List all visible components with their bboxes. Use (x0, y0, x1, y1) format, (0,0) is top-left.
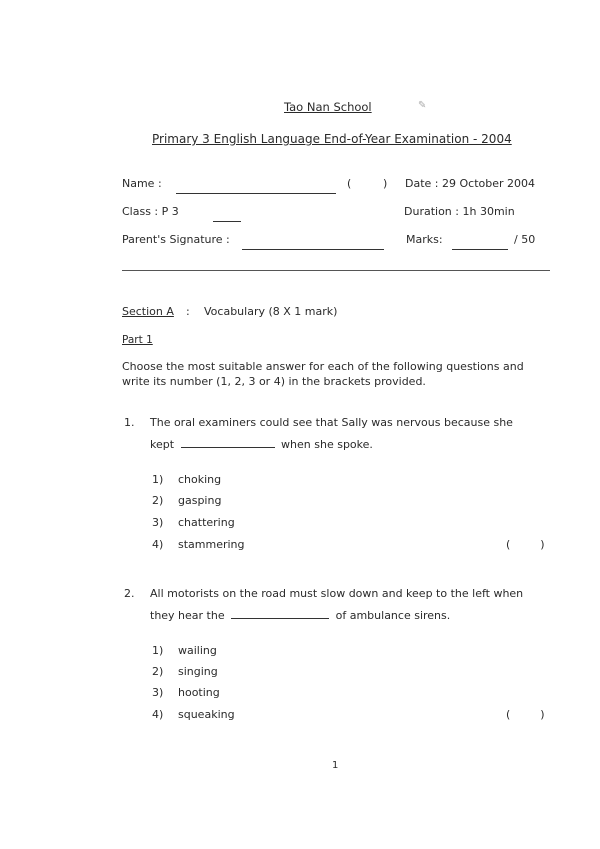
question-1-line-1: The oral examiners could see that Sally was nervous because she (150, 416, 513, 429)
header-divider (122, 270, 550, 271)
exam-title: Primary 3 English Language End-of-Year Examination - 2004 (152, 132, 512, 146)
q1-option-4-number: 4) (152, 538, 164, 551)
question-1-stem-end: when she spoke. (281, 438, 373, 451)
q2-option-3-number: 3) (152, 686, 164, 699)
q2-option-4-text: squeaking (178, 708, 235, 721)
marks-total: / 50 (514, 233, 536, 246)
class-label: Class : P 3 (122, 205, 179, 218)
signature-label: Parent's Signature : (122, 233, 230, 246)
q1-option-3-text: chattering (178, 516, 235, 529)
question-2-stem-start: they hear the (150, 609, 225, 622)
marks-label: Marks: (406, 233, 443, 246)
question-1-blank (181, 438, 275, 448)
question-2-stem-end: of ambulance sirens. (335, 609, 451, 622)
index-bracket-open: ( (347, 177, 352, 190)
exam-date: Date : 29 October 2004 (405, 177, 535, 190)
exam-duration: Duration : 1h 30min (404, 205, 515, 218)
q2-option-1-text: wailing (178, 644, 217, 657)
q2-option-2-text: singing (178, 665, 218, 678)
q2-answer-bracket[interactable]: ( ) (506, 708, 545, 721)
q1-answer-bracket[interactable]: ( ) (506, 538, 545, 551)
name-field[interactable] (176, 179, 336, 198)
section-title: Vocabulary (8 X 1 mark) (204, 305, 338, 318)
question-2-line-2 (150, 609, 450, 622)
section-label: Section A (122, 305, 174, 318)
section-separator: : (186, 305, 190, 318)
q1-option-1-number: 1) (152, 473, 164, 486)
marks-field[interactable] (452, 235, 508, 254)
q1-option-3-number: 3) (152, 516, 164, 529)
instruction-line-1: Choose the most suitable answer for each of the following questions and (122, 360, 524, 373)
question-2-number: 2. (124, 587, 135, 600)
question-1-stem-start: kept (150, 438, 175, 451)
question-2-blank (231, 609, 329, 619)
q2-option-1-number: 1) (152, 644, 164, 657)
name-label: Name : (122, 177, 162, 190)
q2-option-4-number: 4) (152, 708, 164, 721)
question-1-number: 1. (124, 416, 135, 429)
q1-option-4-text: stammering (178, 538, 245, 551)
page-number: 1 (332, 760, 339, 771)
q1-option-1-text: choking (178, 473, 222, 486)
q2-option-3-text: hooting (178, 686, 220, 699)
q1-option-2-text: gasping (178, 494, 222, 507)
signature-field[interactable] (242, 235, 384, 254)
handwritten-mark: ✎ (418, 100, 427, 111)
school-name: Tao Nan School (284, 100, 372, 114)
instruction-line-2: write its number (1, 2, 3 or 4) in the brackets provided. (122, 375, 426, 388)
q2-option-2-number: 2) (152, 665, 164, 678)
question-2-line-1: All motorists on the road must slow down and keep to the left when (150, 587, 524, 600)
q1-option-2-number: 2) (152, 494, 164, 507)
part-label: Part 1 (122, 334, 153, 346)
class-field[interactable] (213, 207, 241, 226)
index-bracket-close: ) (383, 177, 388, 190)
question-1-line-2 (150, 438, 373, 451)
